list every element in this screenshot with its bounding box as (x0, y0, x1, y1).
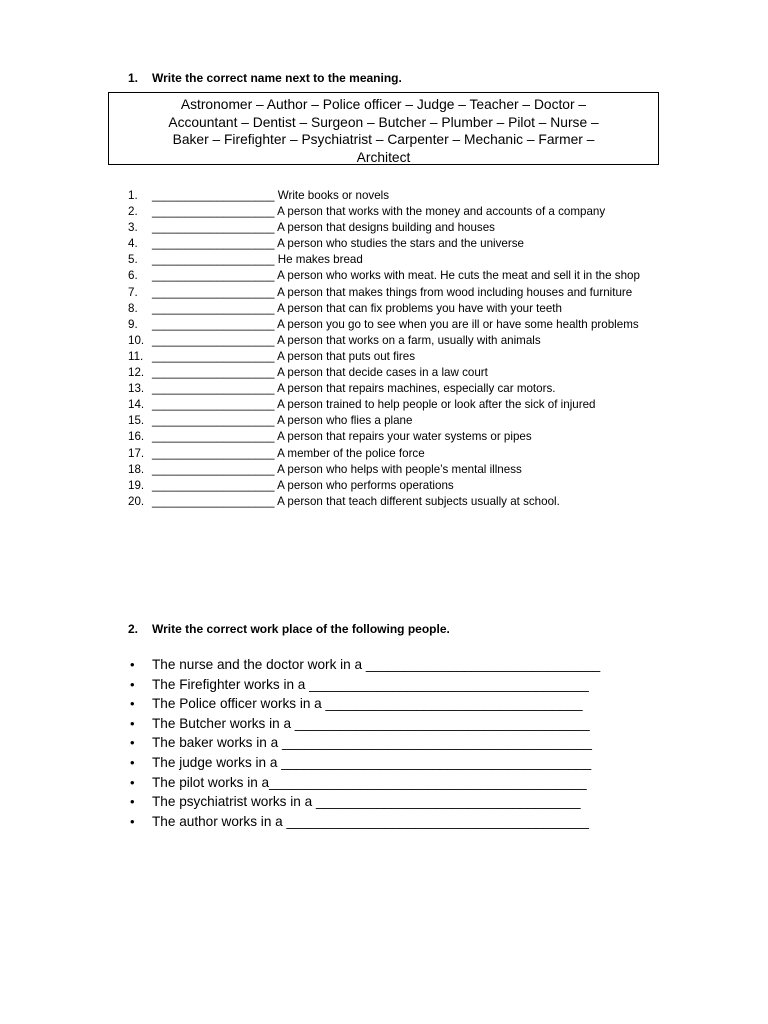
item-number: 10. (128, 333, 145, 347)
answer-blank[interactable]: _________________________________________ (281, 754, 592, 770)
definition-text: A person trained to help people or look after the sick of injured (277, 398, 596, 412)
definition-item (128, 317, 648, 333)
bullet-icon: • (130, 813, 135, 829)
definition-item (128, 413, 648, 429)
item-number: 4. (128, 237, 138, 251)
workplace-prompt: The author works in a (152, 813, 287, 829)
section-2-number: 2. (128, 622, 139, 636)
definition-item (128, 301, 648, 317)
definition-item (128, 204, 648, 220)
item-number: 5. (128, 253, 138, 267)
definition-text: A person that designs building and houses (277, 221, 495, 235)
answer-blank[interactable]: ___________________ (152, 189, 275, 202)
answer-blank[interactable]: ___________________ (152, 494, 275, 508)
workplace-prompt: The psychiatrist works in a (152, 794, 316, 810)
definition-item (128, 333, 648, 349)
item-number: 17. (128, 446, 145, 460)
definition-text: A person who flies a plane (277, 414, 413, 428)
item-number: 20. (128, 494, 145, 508)
answer-blank[interactable]: ___________________ (152, 414, 275, 428)
definition-text: A person who helps with people’s mental illness (277, 462, 522, 476)
section-1-heading (128, 71, 402, 85)
definition-text: A person that repairs your water systems or pipes (277, 430, 532, 444)
item-number: 6. (128, 269, 138, 283)
word-bank-line: Accountant – Dentist – Surgeon – Butcher – Plumber – Pilot – Nurse – (168, 114, 599, 130)
item-number: 16. (128, 430, 145, 444)
bullet-icon: • (130, 696, 135, 712)
answer-blank[interactable]: ________________________________________ (286, 813, 589, 829)
workplace-item (128, 812, 668, 832)
answer-blank[interactable]: ___________________ (152, 462, 275, 476)
item-number: 18. (128, 462, 145, 476)
section-1-number: 1. (128, 71, 139, 85)
answer-blank[interactable]: _______________________________________ (294, 715, 590, 731)
answer-blank[interactable]: __________________________________ (325, 696, 583, 712)
answer-blank[interactable]: ___________________ (152, 478, 275, 492)
workplace-prompt: The pilot works in a (152, 774, 270, 790)
definition-item (128, 188, 648, 204)
item-number: 1. (128, 189, 138, 202)
definition-text: A person that puts out fires (277, 349, 416, 363)
answer-blank[interactable]: _______________________________ (365, 657, 601, 672)
workplace-item (128, 792, 668, 812)
section-2-heading (128, 622, 450, 636)
definition-text: A person you go to see when you are ill or have some health problems (277, 317, 639, 331)
answer-blank[interactable]: ___________________ (152, 253, 275, 267)
item-number: 19. (128, 478, 145, 492)
definition-item (128, 381, 648, 397)
definitions-list (128, 188, 648, 510)
item-number: 8. (128, 301, 138, 315)
word-bank-line: Architect (356, 149, 411, 165)
definition-item (128, 446, 648, 462)
workplace-list (128, 655, 668, 831)
definition-text: A person who performs operations (277, 478, 454, 492)
definition-text: He makes bread (277, 253, 363, 267)
section-1-title: Write the correct name next to the meaning. (152, 71, 402, 85)
answer-blank[interactable]: ___________________________________ (315, 794, 581, 810)
answer-blank[interactable]: ___________________ (152, 333, 275, 347)
item-number: 12. (128, 366, 145, 380)
workplace-item (128, 773, 668, 793)
answer-blank[interactable]: ___________________ (152, 446, 275, 460)
workplace-prompt: The Police officer works in a (152, 696, 326, 712)
definition-item (128, 285, 648, 301)
workplace-item (128, 655, 668, 675)
bullet-icon: • (130, 754, 135, 770)
answer-blank[interactable]: ___________________ (152, 430, 275, 444)
definition-text: A person that works with the money and accounts of a company (277, 205, 606, 219)
workplace-item (128, 714, 668, 734)
definition-text: A person who works with meat. He cuts the meat and sell it in the shop (277, 269, 640, 283)
bullet-icon: • (130, 715, 135, 731)
workplace-item (128, 733, 668, 753)
bullet-icon: • (130, 735, 135, 751)
definition-item (128, 429, 648, 445)
item-number: 13. (128, 382, 145, 396)
item-number: 14. (128, 398, 145, 412)
definition-item (128, 349, 648, 365)
answer-blank[interactable]: ___________________ (152, 205, 275, 219)
definition-text: Write books or novels (277, 189, 390, 202)
workplace-prompt: The nurse and the doctor work in a (152, 657, 366, 672)
answer-blank[interactable]: _________________________________________ (281, 735, 592, 751)
answer-blank[interactable]: ___________________ (152, 269, 275, 283)
bullet-icon: • (130, 657, 135, 672)
answer-blank[interactable]: _____________________________________ (309, 676, 589, 692)
workplace-prompt: The judge works in a (152, 754, 282, 770)
word-bank-line: Astronomer – Author – Police officer – Judge – Teacher – Doctor – (180, 97, 587, 112)
bullet-icon: • (130, 774, 135, 790)
section-2-title: Write the correct work place of the following people. (152, 622, 450, 636)
item-number: 7. (128, 285, 138, 299)
workplace-prompt: The baker works in a (152, 735, 282, 751)
definition-text: A person that teach different subjects usually at school. (277, 494, 560, 508)
definition-item (128, 252, 648, 268)
answer-blank[interactable]: ___________________ (152, 398, 275, 412)
definition-item (128, 478, 648, 494)
item-number: 9. (128, 317, 138, 331)
item-number: 11. (128, 349, 144, 363)
item-number: 3. (128, 221, 138, 235)
answer-blank[interactable]: ___________________ (152, 221, 275, 235)
workplace-item (128, 753, 668, 773)
definition-text: A person that makes things from wood including houses and furniture (277, 285, 633, 299)
item-number: 15. (128, 414, 145, 428)
definition-text: A person that can fix problems you have with your teeth (277, 301, 562, 315)
bullet-icon: • (130, 794, 135, 810)
definition-text: A person that decide cases in a law court (277, 366, 488, 380)
answer-blank[interactable]: ___________________ (152, 349, 275, 363)
definition-item (128, 397, 648, 413)
definition-item (128, 365, 648, 381)
workplace-item (128, 675, 668, 695)
answer-blank[interactable]: ___________________ (152, 237, 275, 251)
definition-text: A member of the police force (277, 446, 425, 460)
item-number: 2. (128, 205, 138, 219)
answer-blank[interactable]: ___________________ (152, 317, 275, 331)
answer-blank[interactable]: ___________________ (152, 366, 275, 380)
word-bank-line: Baker – Firefighter – Psychiatrist – Carpenter – Mechanic – Farmer – (172, 132, 595, 148)
definition-item (128, 494, 648, 510)
workplace-prompt: The Firefighter works in a (152, 676, 310, 692)
answer-blank[interactable]: ___________________ (152, 301, 275, 315)
definition-item (128, 268, 648, 284)
definition-text: A person that works on a farm, usually with animals (277, 333, 541, 347)
workplace-prompt: The Butcher works in a (152, 715, 295, 731)
definition-item (128, 220, 648, 236)
answer-blank[interactable]: ___________________ (152, 382, 275, 396)
definition-text: A person who studies the stars and the universe (277, 237, 524, 251)
definition-item (128, 236, 648, 252)
definition-item (128, 462, 648, 478)
workplace-item (128, 694, 668, 714)
word-bank-box (108, 92, 659, 165)
definition-text: A person that repairs machines, especially car motors. (277, 382, 556, 396)
answer-blank[interactable]: ___________________ (152, 285, 275, 299)
answer-blank[interactable]: __________________________________________ (269, 774, 587, 790)
bullet-icon: • (130, 676, 135, 692)
